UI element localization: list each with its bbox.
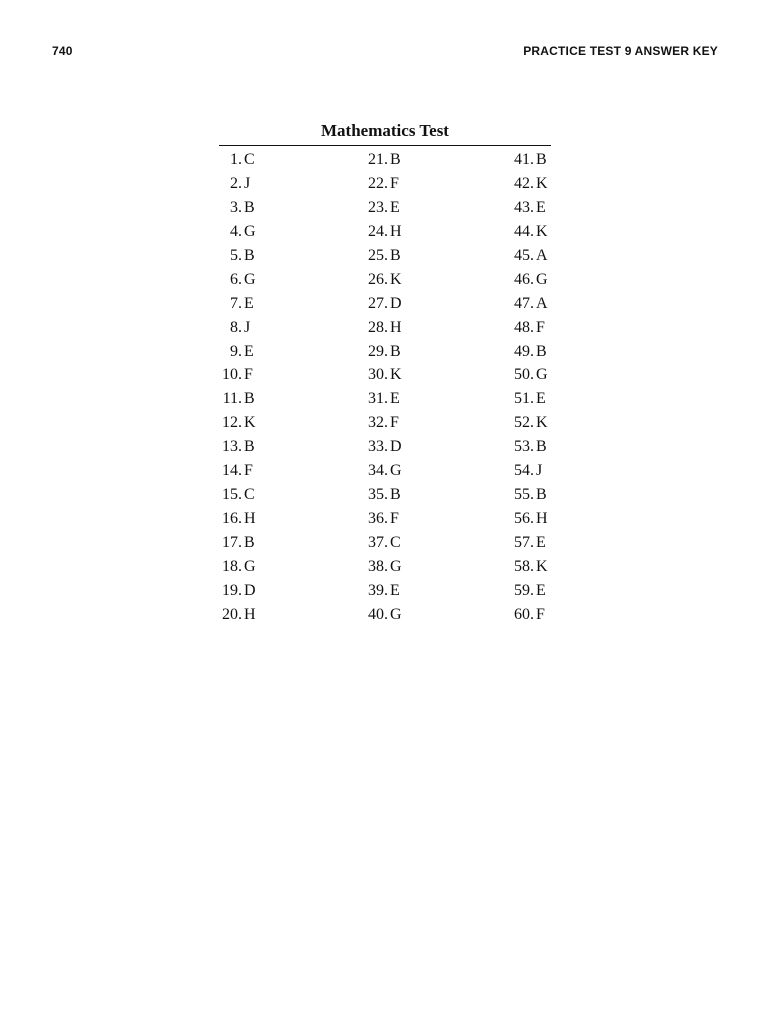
answer-row <box>511 411 548 435</box>
answer-letter: H <box>244 510 256 528</box>
question-number: 55. <box>514 486 534 504</box>
answer-letter: E <box>390 198 400 216</box>
question-number: 25. <box>368 246 388 264</box>
question-number: 34. <box>368 462 388 480</box>
answer-row <box>219 244 256 268</box>
answer-letter: G <box>536 366 548 384</box>
answer-letter: B <box>536 151 547 168</box>
answer-letter: E <box>244 342 254 360</box>
answer-row <box>365 220 402 244</box>
answer-key-title: Mathematics Test <box>321 121 449 140</box>
answer-letter: H <box>390 222 402 240</box>
answer-row <box>219 459 256 483</box>
question-number: 43. <box>514 198 534 216</box>
question-number: 57. <box>514 534 534 551</box>
answer-letter: F <box>390 414 399 432</box>
answer-letter: K <box>390 366 402 384</box>
question-number: 21. <box>368 151 388 168</box>
answer-row <box>365 507 402 531</box>
answer-row <box>365 292 402 316</box>
answer-row <box>511 268 548 292</box>
answer-row <box>219 220 256 244</box>
running-head: PRACTICE TEST 9 ANSWER KEY <box>523 44 718 58</box>
answer-letter: E <box>536 581 546 599</box>
question-number: 54. <box>514 462 534 480</box>
answer-letter: G <box>244 270 256 288</box>
answer-letter: D <box>390 438 402 456</box>
answer-row <box>511 292 548 316</box>
question-number: 27. <box>368 294 388 312</box>
answer-row <box>219 531 256 555</box>
answer-column-3 <box>511 148 548 627</box>
question-number: 16. <box>222 510 242 528</box>
question-number: 24. <box>368 222 388 240</box>
question-number: 22. <box>368 174 388 192</box>
answer-row <box>511 196 548 220</box>
question-number: 59. <box>514 581 534 599</box>
answer-letter: F <box>390 174 399 192</box>
page-number: 740 <box>52 44 73 58</box>
question-number: 41. <box>514 151 534 168</box>
answer-row <box>365 387 402 411</box>
answer-row <box>511 387 548 411</box>
answer-letter: B <box>390 486 401 504</box>
answer-letter: G <box>536 270 548 288</box>
answer-row <box>365 435 402 459</box>
answer-row <box>511 579 548 603</box>
answer-row <box>511 603 548 627</box>
question-number: 17. <box>222 534 242 551</box>
question-number: 14. <box>222 462 242 480</box>
answer-row <box>365 411 402 435</box>
question-number: 7. <box>230 294 242 312</box>
answer-columns <box>219 148 551 628</box>
question-number: 18. <box>222 557 242 575</box>
question-number: 2. <box>230 174 242 192</box>
answer-column-1 <box>219 148 256 627</box>
answer-letter: H <box>536 510 548 528</box>
answer-letter: K <box>390 270 402 288</box>
answer-key <box>219 120 551 628</box>
answer-letter: K <box>536 222 548 240</box>
answer-letter: B <box>536 438 547 456</box>
question-number: 3. <box>230 198 242 216</box>
answer-letter: K <box>536 414 548 432</box>
question-number: 19. <box>222 581 242 599</box>
question-number: 39. <box>368 581 388 599</box>
question-number: 38. <box>368 557 388 575</box>
answer-letter: G <box>390 462 402 480</box>
answer-letter: D <box>244 581 256 599</box>
answer-letter: J <box>244 318 251 336</box>
answer-letter: C <box>244 151 255 168</box>
question-number: 56. <box>514 510 534 528</box>
answer-letter: J <box>536 462 543 480</box>
answer-letter: A <box>536 294 548 312</box>
answer-row <box>511 244 548 268</box>
answer-letter: H <box>390 318 402 336</box>
answer-row <box>511 483 548 507</box>
answer-row <box>511 435 548 459</box>
question-number: 4. <box>230 222 242 240</box>
question-number: 50. <box>514 366 534 384</box>
answer-row <box>219 363 256 387</box>
question-number: 23. <box>368 198 388 216</box>
answer-letter: D <box>390 294 402 312</box>
answer-letter: B <box>536 342 547 360</box>
answer-letter: F <box>244 366 253 384</box>
answer-letter: C <box>390 534 401 551</box>
question-number: 28. <box>368 318 388 336</box>
answer-letter: A <box>536 246 548 264</box>
answer-row <box>219 340 256 364</box>
question-number: 26. <box>368 270 388 288</box>
answer-row <box>365 244 402 268</box>
answer-letter: K <box>536 174 548 192</box>
answer-row <box>219 483 256 507</box>
answer-letter: B <box>390 151 401 168</box>
question-number: 49. <box>514 342 534 360</box>
answer-letter: E <box>244 294 254 312</box>
answer-letter: F <box>390 510 399 528</box>
question-number: 29. <box>368 342 388 360</box>
answer-row <box>219 387 256 411</box>
answer-letter: B <box>244 534 255 551</box>
question-number: 12. <box>222 414 242 432</box>
answer-row <box>511 340 548 364</box>
answer-letter: B <box>244 246 255 264</box>
answer-letter: E <box>390 390 400 408</box>
question-number: 47. <box>514 294 534 312</box>
answer-letter: B <box>244 438 255 456</box>
answer-row <box>365 483 402 507</box>
answer-row <box>219 411 256 435</box>
answer-row <box>219 507 256 531</box>
answer-letter: H <box>244 605 256 623</box>
answer-letter: G <box>244 222 256 240</box>
answer-row <box>365 459 402 483</box>
answer-row <box>511 172 548 196</box>
question-number: 15. <box>222 486 242 504</box>
answer-row <box>511 316 548 340</box>
answer-letter: G <box>244 557 256 575</box>
answer-row <box>219 316 256 340</box>
question-number: 20. <box>222 605 242 623</box>
answer-row <box>219 292 256 316</box>
answer-letter: F <box>536 318 545 336</box>
answer-letter: E <box>536 198 546 216</box>
question-number: 51. <box>514 390 534 408</box>
answer-letter: E <box>390 581 400 599</box>
answer-row <box>219 268 256 292</box>
question-number: 45. <box>514 246 534 264</box>
answer-letter: K <box>244 414 256 432</box>
answer-letter: F <box>536 605 545 623</box>
answer-row <box>511 555 548 579</box>
answer-row <box>511 363 548 387</box>
question-number: 1. <box>230 151 242 168</box>
question-number: 36. <box>368 510 388 528</box>
answer-letter: G <box>390 557 402 575</box>
answer-letter: B <box>536 486 547 504</box>
answer-letter: K <box>536 557 548 575</box>
question-number: 42. <box>514 174 534 192</box>
answer-letter: E <box>536 534 546 551</box>
answer-row <box>365 340 402 364</box>
answer-row <box>511 220 548 244</box>
answer-letter: J <box>244 174 251 192</box>
answer-row <box>219 603 256 627</box>
answer-row <box>511 531 548 555</box>
answer-row <box>365 172 402 196</box>
answer-column-2 <box>365 148 402 627</box>
question-number: 40. <box>368 605 388 623</box>
question-number: 32. <box>368 414 388 432</box>
answer-row <box>219 172 256 196</box>
question-number: 31. <box>368 390 388 408</box>
answer-row <box>511 507 548 531</box>
question-number: 10. <box>222 366 242 384</box>
answer-row <box>365 579 402 603</box>
answer-row <box>365 603 402 627</box>
answer-letter: F <box>244 462 253 480</box>
answer-letter: C <box>244 486 255 504</box>
question-number: 46. <box>514 270 534 288</box>
answer-row <box>511 148 548 172</box>
answer-row <box>219 579 256 603</box>
title-rule <box>219 145 551 146</box>
answer-letter: B <box>390 246 401 264</box>
question-number: 9. <box>230 342 242 360</box>
question-number: 33. <box>368 438 388 456</box>
answer-row <box>511 459 548 483</box>
answer-letter: B <box>244 390 255 408</box>
question-number: 52. <box>514 414 534 432</box>
question-number: 6. <box>230 270 242 288</box>
question-number: 5. <box>230 246 242 264</box>
answer-letter: B <box>244 198 255 216</box>
question-number: 48. <box>514 318 534 336</box>
question-number: 8. <box>230 318 242 336</box>
answer-row <box>219 435 256 459</box>
answer-letter: B <box>390 342 401 360</box>
answer-letter: G <box>390 605 402 623</box>
answer-row <box>219 196 256 220</box>
answer-row <box>219 148 256 172</box>
question-number: 60. <box>514 605 534 623</box>
question-number: 11. <box>222 390 242 408</box>
answer-row <box>365 148 402 172</box>
answer-letter: E <box>536 390 546 408</box>
question-number: 53. <box>514 438 534 456</box>
question-number: 58. <box>514 557 534 575</box>
question-number: 35. <box>368 486 388 504</box>
question-number: 13. <box>222 438 242 456</box>
answer-row <box>365 555 402 579</box>
answer-row <box>365 268 402 292</box>
answer-row <box>365 363 402 387</box>
answer-row <box>365 196 402 220</box>
answer-row <box>365 531 402 555</box>
question-number: 30. <box>368 366 388 384</box>
question-number: 37. <box>368 534 388 551</box>
answer-row <box>365 316 402 340</box>
answer-row <box>219 555 256 579</box>
question-number: 44. <box>514 222 534 240</box>
